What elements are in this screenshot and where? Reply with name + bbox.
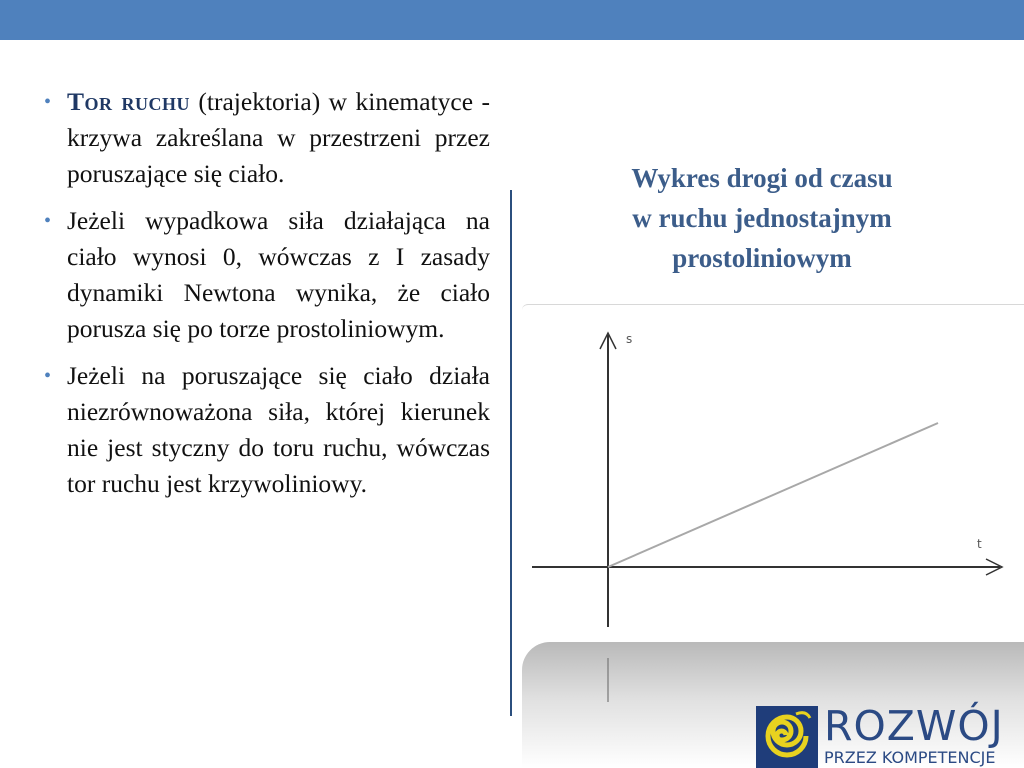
bullet-marker: • [44, 365, 52, 387]
caption-line: prostoliniowym [672, 243, 852, 273]
bullet-text: (trajektoria) w kinematyce - krzywa zakreślana w przestrzeni przez poruszające się ciało. [67, 87, 490, 188]
chart-caption [560, 158, 964, 278]
bullet-term: Tor ruchu [67, 87, 190, 116]
bullet-text: Jeżeli wypadkowa siła działająca na ciało wynosi 0, wówczas z I zasady dynamiki Newtona wynika, że ciało porusza się po torze prostoliniowym. [67, 206, 490, 343]
caption-line: Wykres drogi od czasu [631, 163, 893, 193]
chart-image [522, 304, 1024, 637]
x-axis-label: t [977, 537, 982, 551]
bullet-item [40, 203, 490, 347]
logo-word: ROZWÓJ [824, 702, 1004, 750]
y-axis-label: s [626, 332, 633, 346]
bullet-marker: • [44, 91, 52, 113]
bullet-item [40, 84, 490, 192]
logo-snail-icon [756, 706, 818, 768]
bullet-list [40, 84, 490, 513]
distance-line [608, 423, 938, 567]
bullet-marker: • [44, 210, 52, 232]
top-accent-bar [0, 0, 1024, 40]
bullet-text: Jeżeli na poruszające się ciało działa niezrównoważona siła, której kierunek nie jest styczny do toru ruchu, wówczas tor ruchu jest krzywoliniowy. [67, 361, 490, 498]
rozwoj-logo [756, 704, 1024, 768]
bullet-item [40, 358, 490, 502]
logo-subtitle: PRZEZ KOMPETENCJE [824, 748, 996, 767]
caption-line: w ruchu jednostajnym [632, 203, 892, 233]
distance-time-graph [522, 305, 1024, 637]
vertical-divider [510, 190, 512, 716]
